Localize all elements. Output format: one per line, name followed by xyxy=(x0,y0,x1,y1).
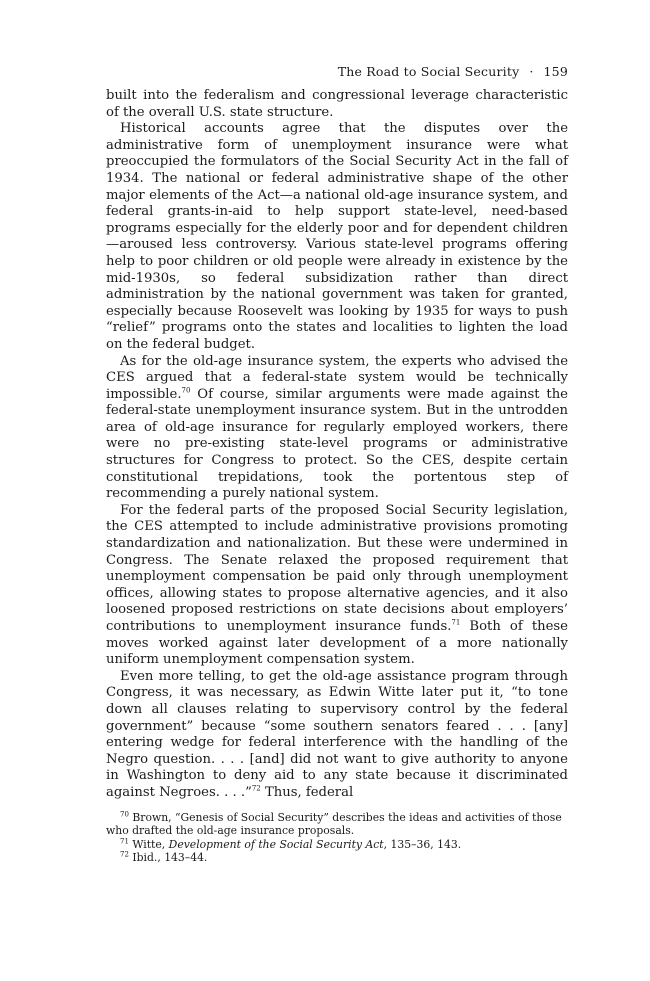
book-page xyxy=(106,64,568,865)
text-run: Brown, “Genesis of Social Security” describes the ideas and activities of those who drafted the old-age insurance proposals. xyxy=(106,810,562,838)
footnotes xyxy=(106,811,568,865)
paragraph xyxy=(106,354,568,503)
text-run: Both of these moves worked against later development of a more nationally uniform unemployment compensation system. xyxy=(106,619,568,668)
text-run: Witte, xyxy=(128,837,169,851)
text-run: , 135–36, 143. xyxy=(383,837,462,851)
paragraph xyxy=(106,503,568,669)
text-run: Of course, similar arguments were made against the federal-state unemployment insurance system. But in the untrodden area of old-age insurance for regularly employed workers, there were no pre-existing state-level programs or administrative structures for Congress to protect. So the CES, despite certain constitutional trepidations, took the portentous step of recommending a purely national system. xyxy=(106,386,568,502)
paragraph xyxy=(106,121,568,353)
text-run: Ibid., 143–44. xyxy=(128,851,208,865)
text-run: For the federal parts of the proposed Social Security legislation, the CES attempted to include administrative provisions promoting standardization and nationalization. But these were undermined in Congress. The Senate relaxed the proposed requirement that unemployment compensation be paid only through unemployment offices, allowing states to propose alternative agencies, and it also loosened proposed restrictions on state decisions about employers’ contributions to unemployment insurance funds. xyxy=(106,502,568,634)
footnote xyxy=(106,838,568,852)
text-run: Even more telling, to get the old-age assistance program through Congress, it was necessary, as Edwin Witte later put it, “to tone down all clauses relating to supervisory control by the federal government” because “some southern senators feared . . . [any] entering wedge for federal interference with the handling of the Negro question. . . . [and] did not want to give authority to anyone in Washington to deny aid to any state because it discriminated against Negroes. . . .” xyxy=(106,668,568,800)
body-text xyxy=(106,88,568,802)
footnote xyxy=(106,811,568,838)
footnote-marker: 70 xyxy=(120,809,129,818)
footnote-marker: 71 xyxy=(451,618,461,627)
footnote xyxy=(106,851,568,865)
paragraph xyxy=(106,669,568,802)
page-number: 159 xyxy=(543,64,568,79)
text-run: Historical accounts agree that the disputes over the administrative form of unemployment insurance were what preoccupied the formulators of the Social Security Act in the fall of 1934. The national or federal administrative shape of the other major elements of the Act—a national old-age insurance system, and federal grants-in-aid to help support state-level, need-based programs especially for the elderly poor and for dependent children—aroused less controversy. Various state-level programs offering help to poor children or old people were already in existence by the mid-1930s, so federal subsidization rather than direct administration by the national government was taken for granted, especially because Roosevelt was looking by 1935 for ways to push “relief” programs onto the states and localities to lighten the load on the federal budget. xyxy=(106,121,568,352)
text-run: Thus, federal xyxy=(260,784,354,800)
running-header xyxy=(106,64,568,79)
paragraph xyxy=(106,88,568,121)
footnote-marker: 72 xyxy=(251,784,261,793)
footnote-marker: 72 xyxy=(120,850,129,859)
text-run: built into the federalism and congressional leverage characteristic of the overall U.S. state structure. xyxy=(106,88,568,120)
footnote-marker: 70 xyxy=(181,386,191,395)
header-separator: · xyxy=(529,64,534,79)
italic-title: Development of the Social Security Act xyxy=(168,837,384,851)
footnote-marker: 71 xyxy=(120,836,129,845)
text-run: As for the old-age insurance system, the experts who advised the CES argued that a federal-state system would be technically impossible. xyxy=(106,353,568,402)
running-title: The Road to Social Security xyxy=(337,64,520,79)
